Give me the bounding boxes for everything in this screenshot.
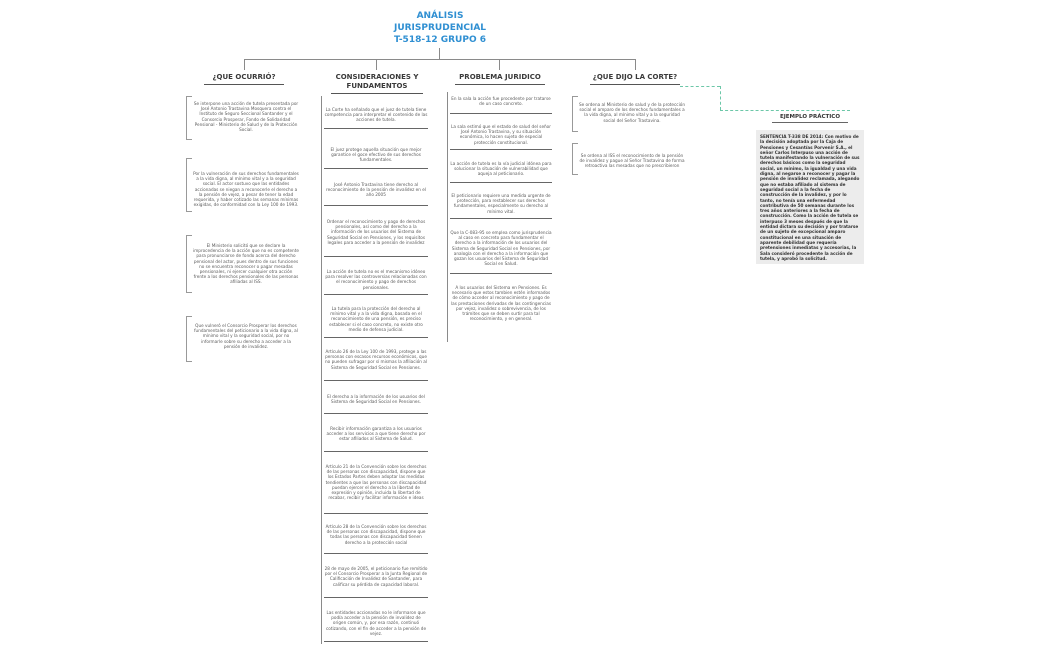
consideraciones-item-7: Artículo 26 de la Ley 100 de 1993, protege a las personas con escasos recursos económicos, que no pueden sufragar por sí mismas la afiliación al Sistema de Seguridad Social en Pensiones.	[324, 349, 428, 381]
corte-item-2: Se ordena al ISS el reconocimiento de la pensión de invalidez y pague al Señor Trastavina de forma retroactiva las mesadas que no prescribieron	[579, 153, 685, 169]
bracket-ocurrio-4	[186, 316, 192, 362]
example-text: SENTENCIA T-338 DE 2014: Con motivo de la decisión adoptada por la Caja de Pensiones y Cesantías Porvenir S.A., el señor Carlos Interpuso una acción de tutela manifestando la vulneración de sus derechos básicos como la seguridad social, un mínimo, la igualdad y una vida digna, al negarse a reconocer y pagar la pensión de invalidez reclamada, alegando que no estaba afiliado al sistema de seguridad social a la fecha de construcción de la invalidez, y por lo tanto, no tenía una enfermedad contributiva de 50 semanas durante los tres años anteriores a la fecha de construcción. Como la acción de tutela se interpuso 3 meses después de que la entidad dictara su decisión y por tratarse de un sujeto de excepcional amparo constitucional en una situación de aparente debilidad que requería pretensiones inmediatas y accesorias, la Sala consideró procedente la acción de tutela, y aprobó la solicitud.	[760, 134, 860, 261]
ocurrio-item-4: Que vulneró el Consorcio Prosperar los derechos fundamentales del peticionario a la vida digna, al mínimo vital y la seguridad social, por no informarle sobre su derecho a acceder a la pensión de invalidez.	[194, 323, 298, 349]
problema-item-1: En la sala la acción fue procedente por tratarse de un caso concreto.	[450, 96, 552, 114]
map-title	[340, 10, 540, 46]
title-line-3: T-518-12 GRUPO 6	[394, 35, 486, 45]
corte-item-1: Se ordena al Ministerio de salud y de la protección social el amparo de los derechos fundamentales a la vida digna, al mínimo vital y a la seguridad social del Señor Trastavina.	[578, 102, 685, 123]
problema-spine	[447, 92, 448, 342]
consideraciones-item-1: La Corte ha señalado que el juez de tutela tiene competencia para interpretar el contenido de las acciones de tutela.	[324, 107, 428, 129]
consideraciones-item-8: El derecho a la información de los usuarios del Sistema de Seguridad Social en Pensiones.	[324, 394, 428, 414]
heading-que-ocurrio: ¿QUE OCURRIÓ?	[204, 73, 284, 85]
ocurrio-item-1: Se interpone una acción de tutela presentada por José Antonio Trastavina Mosquera contra el Instituto de Seguro Seccional Santander y el Consorcio Prosperar, Fondo de Solidaridad Pensional - Ministerio de Salud y de la Protección Social.	[193, 101, 299, 133]
consideraciones-item-4: Ordenar el reconocimiento y pago de derechos pensionales, así como del derecho a la información de los usuarios del Sistema de Seguridad Social en Pensiones, y los requisitos legales para acceder a la pensión de invalidez	[324, 219, 428, 257]
problema-item-2: La sala estimó que el estado de salud del señor José Antonio Trastavina, y su situación económica, lo hacen sujeto de especial protección constitucional.	[450, 124, 552, 150]
problema-item-6: A los usuarios del Sistema en Pensiones. Es necesario que estos tambien estén informados de cómo acceder al reconocimiento y pago de las prestaciones derivadas de las contingencias por vejez, invalidez o sobrevivencia, de los trámites que se deben surtir para tal reconocimiento, y en general.	[450, 285, 552, 322]
branch-drop-3	[499, 59, 500, 70]
problema-item-5: Que la C-083-95 se emplea como jurisprudencia al caso en concreto para fundamentar el derecho a la información de los usuarios del Sistema de Seguridad Social en Pensiones, por analogía con el derecho a la información que gozan los usuarios del Sistema de Seguridad Social en Salud.	[450, 230, 552, 274]
consideraciones-item-2: El juez protege aquella situación que mejor garantice el goce efectivo de sus derechos fundamentales.	[324, 147, 428, 169]
title-line-1: ANÁLISIS	[416, 11, 464, 21]
branch-drop-2	[376, 59, 377, 70]
heading-que-dijo-la-corte: ¿QUE DIJO LA CORTE?	[590, 73, 680, 85]
branch-drop-1	[244, 59, 245, 70]
heading-consideraciones: CONSIDERACIONES Y FUNDAMENTOS	[331, 73, 423, 94]
title-line-2: JURISPRUDENCIAL	[393, 23, 487, 33]
bracket-ocurrio-1	[186, 96, 192, 140]
branch-drop-4	[635, 59, 636, 70]
example-connector-v	[720, 86, 721, 110]
example-title: EJEMPLO PRÁCTICO	[772, 114, 848, 123]
example-box	[756, 130, 864, 264]
problema-item-3: La acción de tutela es la vía judicial idónea para solucionar la situación de vulnerabilidad que aqueja al peticionario.	[450, 161, 552, 183]
consideraciones-item-6: La tutela para la protección del derecho al mínimo vital y a la vida digna, basada en el reconocimiento de una pensión, es preciso establecer si el caso concreto, no existe otro medio de defensa judicial.	[324, 306, 428, 338]
problema-item-4: El peticionario requiere una medida urgente de protección, para restablecer sus derechos fundamentales, especialmente su derecho al mínimo vital.	[450, 193, 552, 219]
consideraciones-item-13: Las entidades accionadas no le informaron que podía acceder a la pensión de invalidez de origen común, y, por esa razón, continuó cotizando, con el fin de acceder a la pensión de vejez.	[324, 610, 428, 642]
bracket-ocurrio-2	[186, 158, 192, 212]
bracket-ocurrio-3	[186, 235, 192, 293]
consideraciones-item-12: 28 de mayo de 2005, el peticionario fue remitido por el Consorcio Prosperar a la Junta Regional de Calificación de Invalidez de Santander, para calificar su pérdida de capacidad laboral.	[324, 566, 428, 598]
consideraciones-spine	[321, 96, 322, 644]
consideraciones-item-9: Recibir información garantiza a los usuarios acceder a los servicios a que tiene derecho por estar afiliados al Sistema de Salud.	[324, 426, 428, 452]
branch-bar	[244, 59, 636, 60]
example-connector-h2	[720, 110, 850, 111]
consideraciones-item-5: La acción de tutela no es el mecanismo idóneo para resolver las controversias relacionadas con el reconocimiento y pago de derechos pensionales.	[324, 269, 428, 295]
consideraciones-item-3: José Antonio Trastavina tiene derecho al reconocimiento de la pensión de invalidez en el año 2005	[324, 182, 428, 206]
heading-problema-juridico: PROBLEMA JURIDICO	[455, 73, 545, 85]
consideraciones-item-10: Artículo 21 de la Convención sobre los derechos de las personas con discapacidad, dispone que los Estados Partes deben adoptar las medidas tendientes a que las personas con discapacidad puedan ejercer el derecho a la libertad de expresión y opinión, incluida la libertad de recabar, recibir y facilitar información e ideas	[324, 464, 428, 514]
title-stem	[439, 48, 440, 59]
example-connector-h	[680, 86, 720, 87]
ocurrio-item-2: Por la vulneración de sus derechos fundamentales a la vida digna, al mínimo vital y a la seguridad social. El actor sostuvo que las entidades accionadas se niegan a reconocerle el derecho a la pensión de vejez, a pesar de tener la edad requerida, y haber cotizado las semanas mínimas exigidas, de conformidad con la Ley 100 de 1993.	[193, 171, 299, 208]
ocurrio-item-3: El Ministerio solicitó que se declare la improcedencia de la acción que no es competente para pronunciarse de fondo acerca del derecho pensional del actor, pues dentro de sus funciones no se encuentra reconocer o pagar mesadas pensionales, ni ejercer cualquier otra acción frente a los derechos pensionales de las personas afiliadas al ISS.	[193, 243, 299, 285]
consideraciones-item-11: Artículo 28 de la Convención sobre los derechos de las personas con discapacidad, dispone que todas las personas con discapacidad tienen derecho a la protección social	[324, 524, 428, 554]
